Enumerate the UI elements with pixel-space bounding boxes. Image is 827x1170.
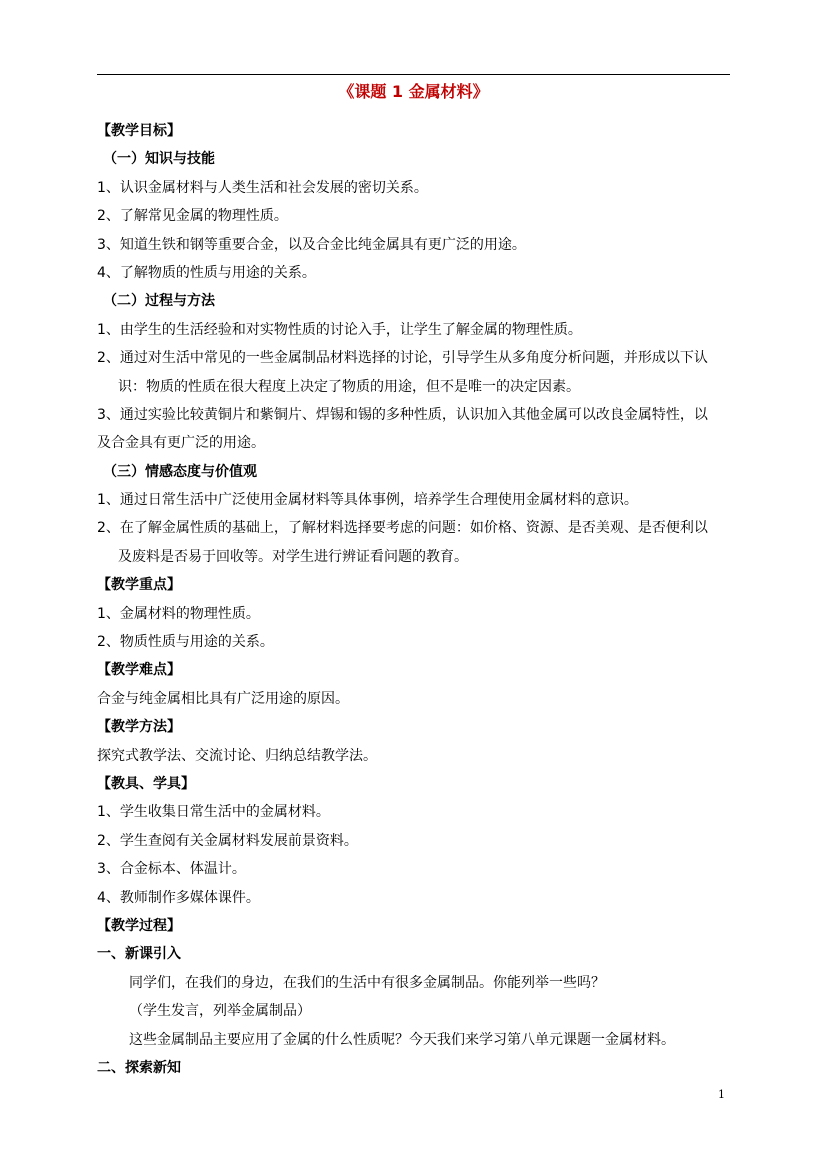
text-line: 1、金属材料的物理性质。 bbox=[97, 605, 260, 622]
text-line: （学生发言，列举金属制品） bbox=[129, 1003, 311, 1020]
text-line: 及合金具有更广泛的用途。 bbox=[97, 435, 265, 452]
text-line: 合金与纯金属相比具有广泛用途的原因。 bbox=[97, 690, 349, 707]
section-heading: 【教学过程】 bbox=[97, 917, 181, 934]
text-line: 1、由学生的生活经验和对实物性质的讨论入手，让学生了解金属的物理性质。 bbox=[97, 321, 582, 338]
text-line: 3、通过实验比较黄铜片和紫铜片、焊锡和锡的多种性质，认识加入其他金属可以改良金属特性，以 bbox=[97, 406, 708, 423]
section-heading: （三）情感态度与价值观 bbox=[103, 463, 257, 480]
text-line: 1、通过日常生活中广泛使用金属材料等具体事例，培养学生合理使用金属材料的意识。 bbox=[97, 492, 638, 509]
text-line: 4、教师制作多媒体课件。 bbox=[97, 889, 260, 906]
text-line: 同学们，在我们的身边，在我们的生活中有很多金属制品。你能列举一些吗？ bbox=[129, 974, 605, 991]
section-heading: （一）知识与技能 bbox=[103, 151, 215, 168]
text-line: 3、合金标本、体温计。 bbox=[97, 861, 246, 878]
text-line: 这些金属制品主要应用了金属的什么性质呢？今天我们来学习第八单元课题一金属材料。 bbox=[129, 1031, 675, 1048]
text-line: 1、认识金属材料与人类生活和社会发展的密切关系。 bbox=[97, 179, 428, 196]
document-body bbox=[97, 117, 730, 1082]
section-heading: 【教学方法】 bbox=[97, 719, 181, 736]
text-line: 2、学生查阅有关金属材料发展前景资料。 bbox=[97, 832, 358, 849]
text-line: 及废料是否易于回收等。对学生进行辨证看问题的教育。 bbox=[118, 548, 468, 565]
text-line: 识：物质的性质在很大程度上决定了物质的用途，但不是唯一的决定因素。 bbox=[118, 378, 580, 395]
text-line: 2、物质性质与用途的关系。 bbox=[97, 634, 274, 651]
text-line: 2、了解常见金属的物理性质。 bbox=[97, 208, 288, 225]
section-heading: 一、新课引入 bbox=[97, 946, 181, 963]
section-heading: 二、探索新知 bbox=[97, 1059, 181, 1076]
text-line: 1、学生收集日常生活中的金属材料。 bbox=[97, 804, 330, 821]
section-heading: 【教学难点】 bbox=[97, 662, 181, 679]
document-title: 《课题 1 金属材料》 bbox=[338, 82, 489, 101]
text-line: 3、知道生铁和钢等重要合金，以及合金比纯金属具有更广泛的用途。 bbox=[97, 236, 526, 253]
section-heading: 【教具、学具】 bbox=[97, 775, 195, 792]
text-line: 2、通过对生活中常见的一些金属制品材料选择的讨论，引导学生从多角度分析问题，并形成以下认 bbox=[97, 350, 708, 367]
text-line: 探究式教学法、交流讨论、归纳总结教学法。 bbox=[97, 747, 377, 764]
header-rule bbox=[97, 74, 730, 75]
section-heading: 【教学目标】 bbox=[97, 123, 181, 139]
text-line: 4、了解物质的性质与用途的关系。 bbox=[97, 264, 316, 281]
page-number: 1 bbox=[718, 1088, 725, 1101]
text-line: 2、在了解金属性质的基础上，了解材料选择要考虑的问题：如价格、资源、是否美观、是否便利以 bbox=[97, 520, 708, 537]
section-heading: （二）过程与方法 bbox=[103, 293, 215, 310]
section-heading: 【教学重点】 bbox=[97, 577, 181, 594]
